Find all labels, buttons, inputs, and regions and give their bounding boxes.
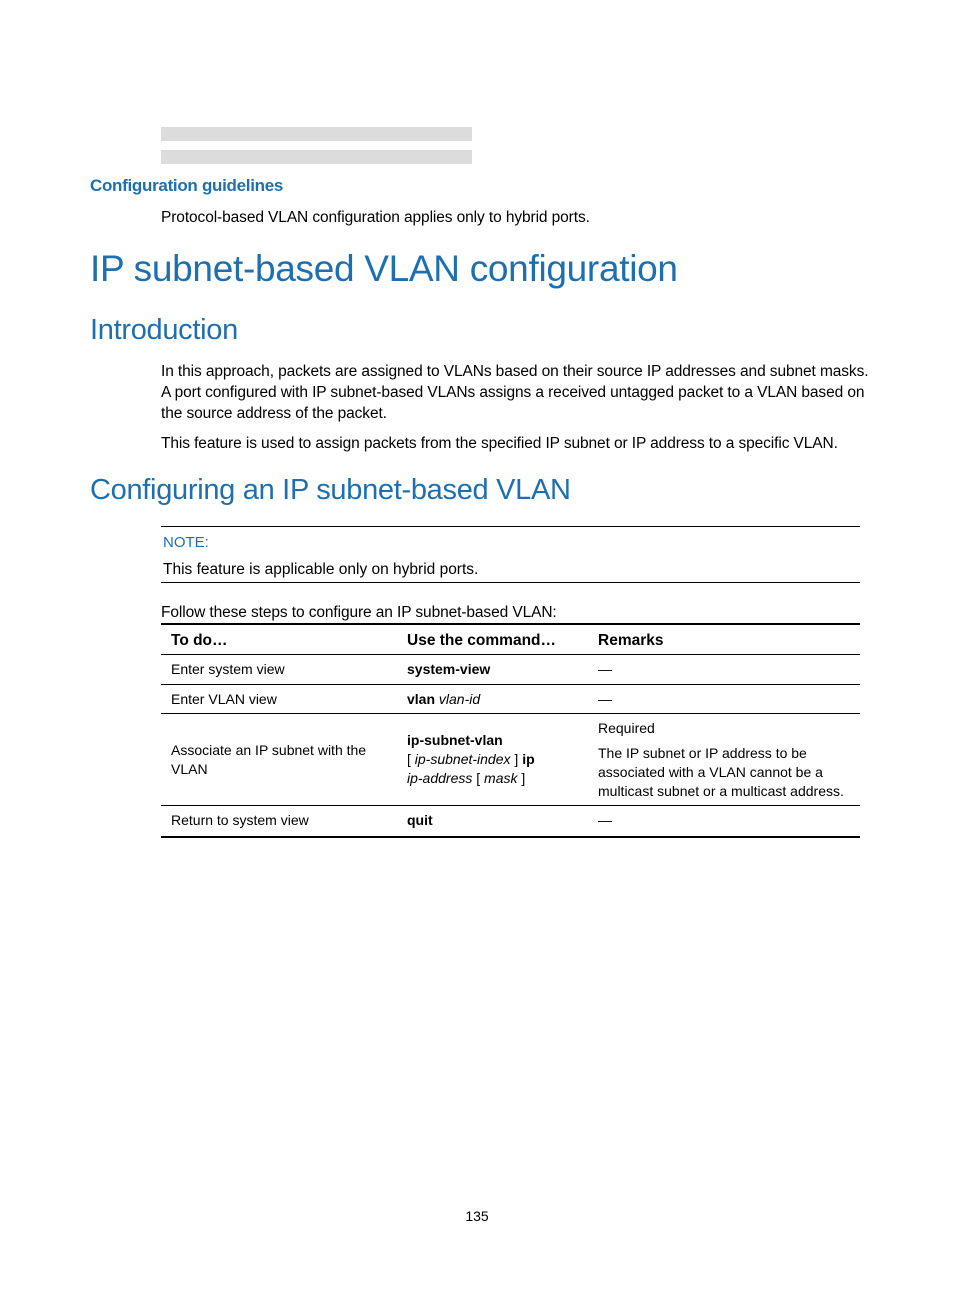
remark-line-2: associated with a VLAN cannot be a	[598, 763, 823, 780]
intro-line-3: the source address of the packet.	[161, 405, 387, 422]
intro-line-2: A port configured with IP subnet-based VLANs assigns a received untagged packet to a VLAN based on	[161, 384, 865, 401]
command-argument: mask	[484, 770, 518, 786]
cell-remark: —	[588, 685, 860, 714]
note-bottom-rule	[161, 582, 860, 583]
steps-intro: Follow these steps to configure an IP subnet-based VLAN:	[161, 604, 557, 621]
command-keyword: quit	[407, 812, 433, 829]
command-argument: ip-subnet-index	[414, 751, 511, 767]
table-row	[161, 714, 860, 806]
chapter-title: IP subnet-based VLAN configuration	[90, 248, 678, 289]
cell-todo: Enter VLAN view	[161, 685, 397, 714]
bracket: [	[407, 751, 411, 767]
cell-remark	[588, 714, 860, 806]
placeholder-bar-1	[161, 127, 472, 141]
cell-todo	[161, 714, 397, 806]
cell-command	[397, 685, 588, 714]
placeholder-bar-2	[161, 150, 472, 164]
command-argument: vlan-id	[438, 690, 481, 707]
config-guidelines-heading: Configuration guidelines	[90, 176, 284, 195]
introduction-paragraph-2: This feature is used to assign packets from the specified IP subnet or IP address to a specific VLAN.	[161, 435, 838, 452]
cell-command	[397, 714, 588, 806]
intro-line-1: In this approach, packets are assigned to VLANs based on their source IP addresses and subnet masks.	[161, 363, 869, 380]
note-top-rule	[161, 526, 860, 527]
table-row	[161, 685, 860, 714]
header-command: Use the command…	[397, 624, 588, 655]
cell-remark: —	[588, 655, 860, 685]
cell-command	[397, 655, 588, 685]
command-keyword: vlan	[407, 690, 436, 707]
note-label: NOTE:	[163, 534, 209, 551]
remark-line-1: The IP subnet or IP address to be	[598, 744, 807, 761]
todo-line-1: Associate an IP subnet with the	[171, 741, 367, 758]
introduction-heading: Introduction	[90, 314, 238, 346]
cell-command	[397, 806, 588, 837]
command-keyword: system-view	[407, 661, 491, 677]
todo-line-2: VLAN	[171, 760, 208, 777]
table-header-row	[161, 624, 860, 655]
cell-remark: —	[588, 806, 860, 837]
bracket: ]	[521, 770, 526, 786]
cell-todo: Return to system view	[161, 806, 397, 837]
command-keyword: ip	[522, 751, 535, 767]
bracket: ]	[514, 751, 519, 767]
command-table	[161, 623, 860, 838]
header-todo: To do…	[161, 624, 397, 655]
cell-todo: Enter system view	[161, 655, 397, 685]
config-guidelines-text: Protocol-based VLAN configuration applies only to hybrid ports.	[161, 209, 590, 226]
command-argument: ip-address	[407, 770, 473, 786]
page-number: 135	[465, 1208, 489, 1224]
introduction-paragraph	[161, 361, 868, 424]
note-text: This feature is applicable only on hybrid ports.	[163, 561, 479, 578]
configuring-heading: Configuring an IP subnet-based VLAN	[90, 474, 571, 506]
bracket: [	[476, 770, 481, 786]
header-remarks: Remarks	[588, 624, 860, 655]
table-row	[161, 806, 860, 837]
table-row	[161, 655, 860, 685]
remark-line-3: multicast subnet or a multicast address.	[598, 782, 844, 799]
remark-required: Required	[598, 719, 655, 736]
command-keyword: ip-subnet-vlan	[407, 732, 503, 748]
